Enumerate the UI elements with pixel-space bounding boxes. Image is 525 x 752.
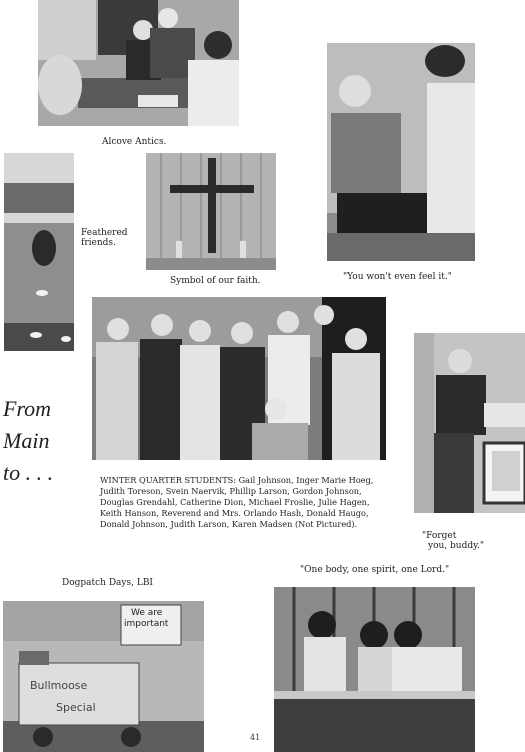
- photo-injection: [327, 43, 475, 261]
- sign-bullmoose: Bullmoose: [30, 679, 88, 692]
- sign-important: important: [124, 619, 169, 629]
- caption-feathered-1: Feathered: [81, 228, 128, 238]
- photo-alcove-antics: [38, 0, 239, 126]
- caption-feathered-2: friends.: [81, 238, 116, 248]
- roster-line: Donald Johnson, Judith Larson, Karen Madsen (Not Pictured).: [100, 519, 358, 529]
- photo-group: [92, 297, 386, 460]
- headline-to: to . . .: [3, 460, 54, 485]
- sign-special: Special: [56, 701, 96, 714]
- photo-geese: [4, 153, 74, 351]
- caption-feel-it: "You won't even feel it.": [343, 272, 452, 282]
- roster-line: Keith Hanson, Reverend and Mrs. Orlando Hash, Donald Haugo,: [100, 508, 369, 518]
- page-number: 41: [250, 733, 261, 742]
- photo-cross: [146, 153, 276, 270]
- winter-quarter-roster: [100, 475, 390, 530]
- caption-symbol-of-faith: Symbol of our faith.: [170, 276, 261, 286]
- headline-from: From: [3, 396, 52, 421]
- headline-main: Main: [3, 428, 50, 453]
- photo-typing: [414, 333, 525, 513]
- roster-line: Judith Toreson, Svein Naervik, Phillip Larson, Gordon Johnson,: [100, 486, 362, 496]
- roster-line: WINTER QUARTER STUDENTS: Gail Johnson, Inger Marie Hoeg,: [100, 475, 374, 485]
- caption-alcove-antics: Alcove Antics.: [102, 137, 167, 147]
- caption-one-body: "One body, one spirit, one Lord.": [300, 565, 450, 575]
- photo-chapel: [274, 587, 475, 752]
- caption-forget-2: you, buddy.": [428, 541, 484, 551]
- caption-dogpatch: Dogpatch Days, LBI: [62, 578, 153, 588]
- caption-forget-1: "Forget: [422, 531, 457, 541]
- photo-bullmoose: [3, 601, 204, 752]
- sign-we-are: We are: [131, 608, 163, 618]
- roster-line: Douglas Grendahl, Catherine Dion, Michael Froslie, Julie Hagen,: [100, 497, 370, 507]
